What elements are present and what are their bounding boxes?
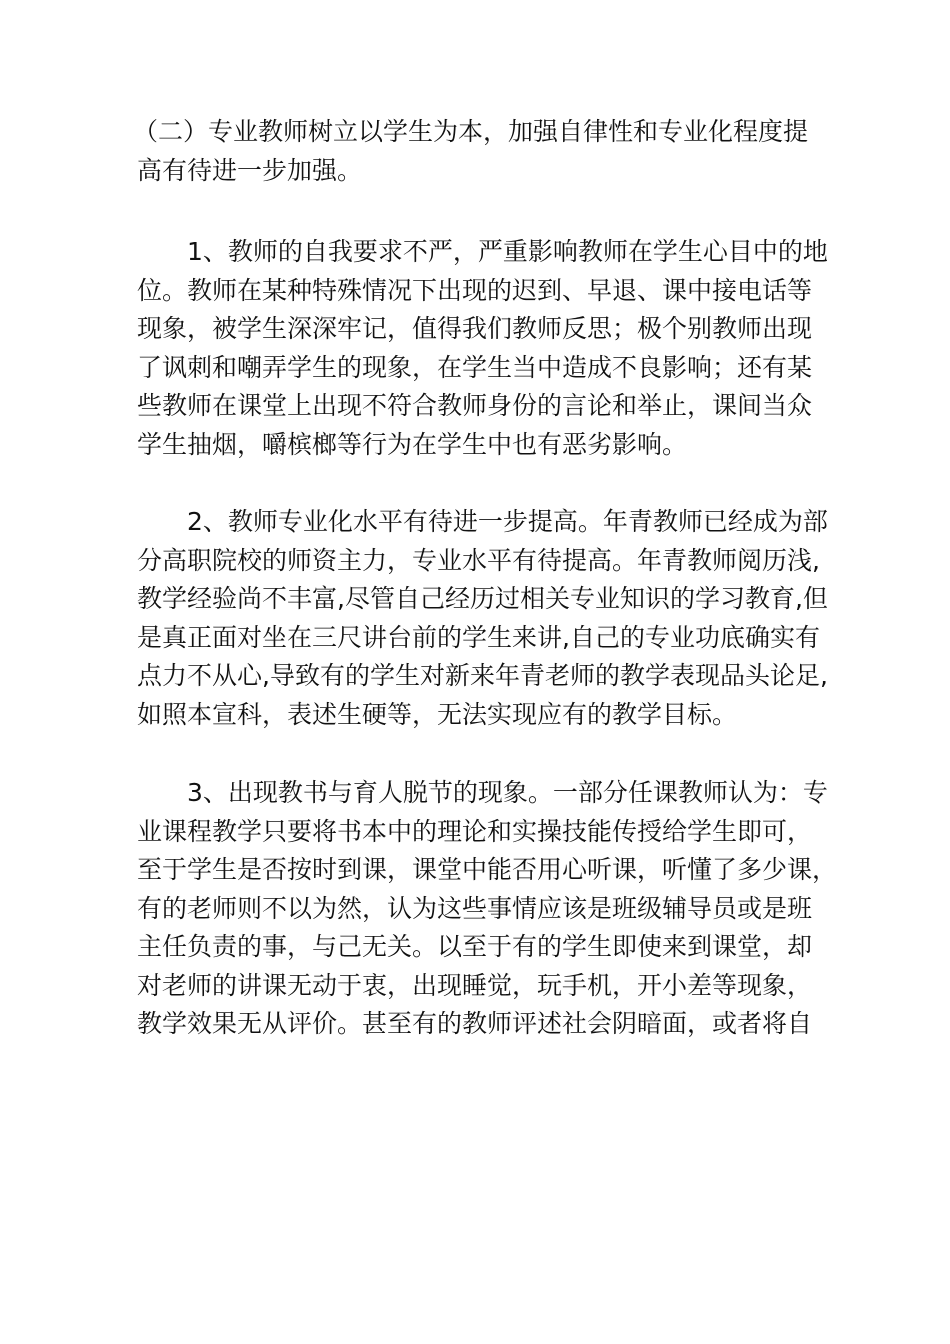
paragraph-1 bbox=[137, 233, 843, 464]
paragraph-line: 3、出现教书与育人脱节的现象。一部分任课教师认为：专 bbox=[187, 778, 828, 807]
paragraph-line: 点力不从心,导致有的学生对新来年青老师的教学表现品头论足, bbox=[137, 661, 828, 690]
paragraph-line: 教学效果无从评价。甚至有的教师评述社会阴暗面，或者将自 bbox=[137, 1009, 813, 1038]
paragraph-line: 1、教师的自我要求不严，严重影响教师在学生心目中的地 bbox=[187, 237, 828, 266]
paragraph-line: 了讽刺和嘲弄学生的现象，在学生当中造成不良影响；还有某 bbox=[137, 352, 813, 382]
paragraph-line: 有的老师则不以为然，认为这些事情应该是班级辅导员或是班 bbox=[137, 893, 813, 923]
paragraph-line: 业课程教学只要将书本中的理论和实操技能传授给学生即可， bbox=[137, 816, 813, 846]
document-body bbox=[133, 113, 843, 1044]
paragraph-line: 至于学生是否按时到课，课堂中能否用心听课，听懂了多少课， bbox=[137, 855, 838, 884]
paragraph-line: 现象，被学生深深牢记，值得我们教师反思；极个别教师出现 bbox=[137, 314, 813, 343]
paragraph-line: 学生抽烟，嚼槟榔等行为在学生中也有恶劣影响。 bbox=[137, 429, 688, 459]
paragraph-line: 2、教师专业化水平有待进一步提高。年青教师已经成为部 bbox=[187, 507, 828, 536]
paragraph-3 bbox=[137, 774, 843, 1044]
paragraph-line: 教学经验尚不丰富,尽管自己经历过相关专业知识的学习教育,但 bbox=[137, 584, 828, 613]
paragraph-line: 位。教师在某种特殊情况下出现的迟到、早退、课中接电话等 bbox=[137, 275, 813, 305]
section-heading bbox=[133, 113, 843, 190]
heading-line: 高有待进一步加强。 bbox=[137, 155, 363, 185]
paragraph-line: 对老师的讲课无动于衷，出现睡觉，玩手机，开小差等现象， bbox=[137, 970, 813, 1000]
paragraph-line: 是真正面对坐在三尺讲台前的学生来讲,自己的专业功底确实有 bbox=[137, 622, 820, 652]
paragraph-line: 如照本宣科，表述生硬等，无法实现应有的教学目标。 bbox=[137, 699, 738, 729]
paragraph-2 bbox=[137, 503, 843, 734]
paragraph-line: 主任负责的事，与己无关。以至于有的学生即使来到课堂，却 bbox=[137, 932, 813, 961]
paragraph-line: 分高职院校的师资主力，专业水平有待提高。年青教师阅历浅, bbox=[137, 545, 820, 575]
paragraph-line: 些教师在课堂上出现不符合教师身份的言论和举止，课间当众 bbox=[137, 391, 813, 420]
heading-line: （二）专业教师树立以学生为本，加强自律性和专业化程度提 bbox=[133, 117, 809, 146]
